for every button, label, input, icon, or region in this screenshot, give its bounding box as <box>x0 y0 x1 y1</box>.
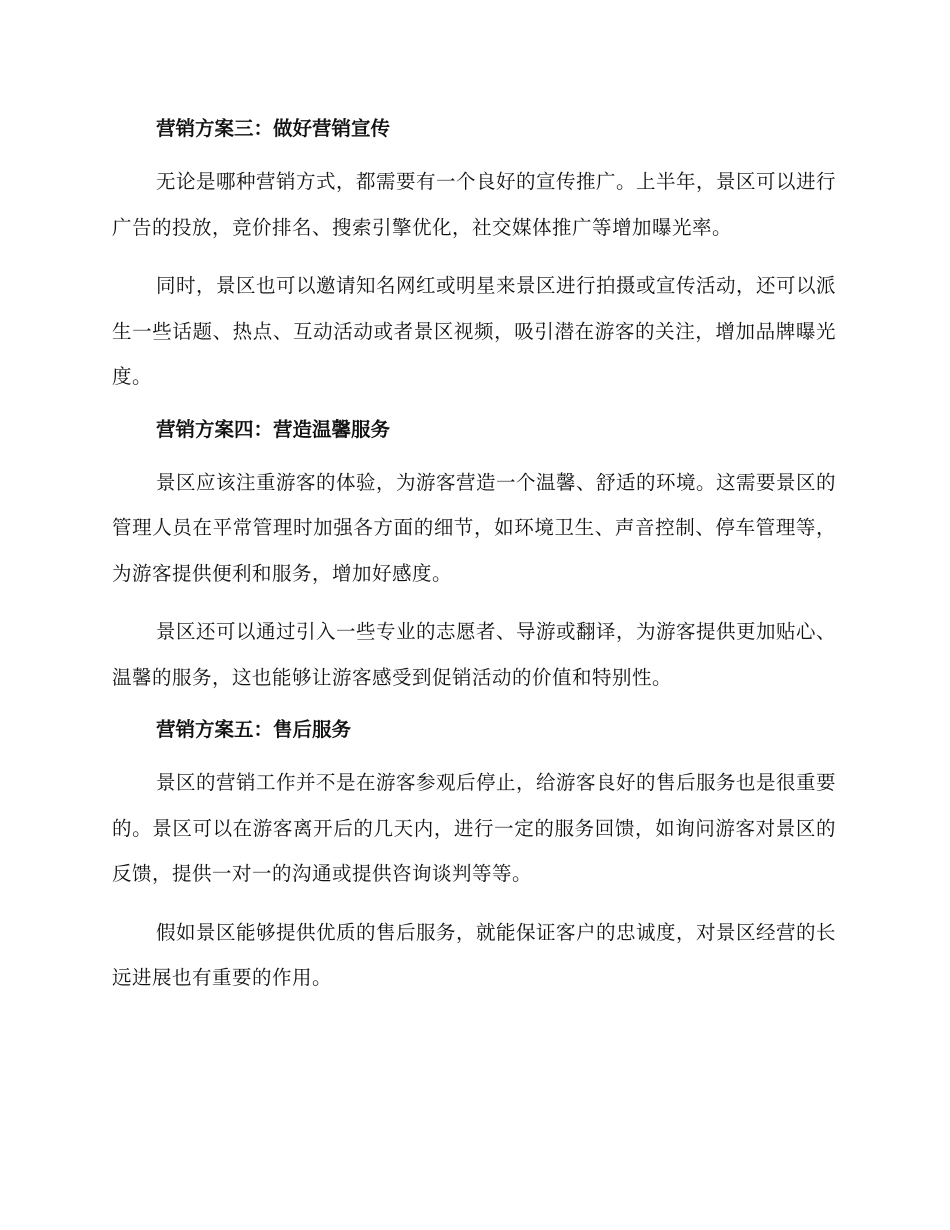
document-body <box>112 112 836 1014</box>
paragraph: 同时，景区也可以邀请知名网红或明星来景区进行拍摄或宣传活动，还可以派生一些话题、热点、互动活动或者景区视频，吸引潜在游客的关注，增加品牌曝光度。 <box>112 274 837 388</box>
section-heading: 营销方案四：营造温馨服务 <box>156 417 391 441</box>
paragraph: 景区的营销工作并不是在游客参观后停止，给游客良好的售后服务也是很重要的。景区可以在游客离开后的几天内，进行一定的服务回馈，如询问游客对景区的反馈，提供一对一的沟通或提供咨询谈判等等。 <box>112 771 837 885</box>
paragraph: 假如景区能够提供优质的售后服务，就能保证客户的忠诚度，对景区经营的长远进展也有重要的作用。 <box>112 920 837 989</box>
paragraph: 景区还可以通过引入一些专业的志愿者、导游或翻译，为游客提供更加贴心、温馨的服务，这也能够让游客感受到促销活动的价值和特别性。 <box>112 620 837 689</box>
paragraph: 无论是哪种营销方式，都需要有一个良好的宣传推广。上半年，景区可以进行广告的投放，竞价排名、搜索引擎优化，社交媒体推广等增加曝光率。 <box>112 170 837 239</box>
paragraph: 景区应该注重游客的体验，为游客营造一个温馨、舒适的环境。这需要景区的管理人员在平常管理时加强各方面的细节，如环境卫生、声音控制、停车管理等，为游客提供便利和服务，增加好感度。 <box>112 470 837 585</box>
section-heading: 营销方案五：售后服务 <box>156 718 352 741</box>
section-heading: 营销方案三：做好营销宣传 <box>156 117 391 140</box>
